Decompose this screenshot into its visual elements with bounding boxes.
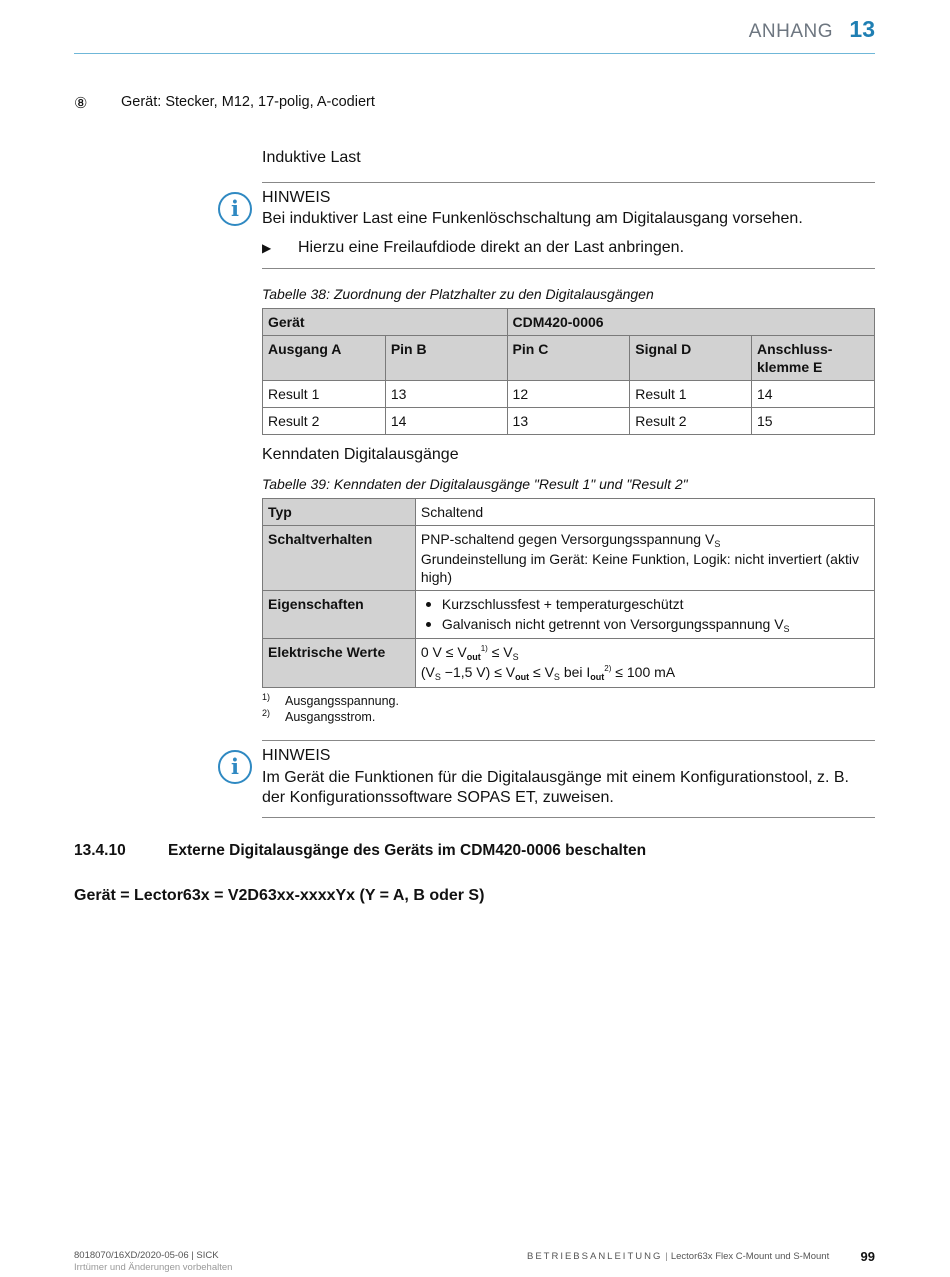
table39-label-typ: Typ	[263, 499, 416, 526]
schaltverhalten-line2: Grundeinstellung im Gerät: Keine Funktion, Logik: nicht invertiert (aktiv high)	[420, 551, 859, 585]
subscript-s: S	[512, 652, 519, 662]
footnote-ref: 1)	[480, 644, 488, 653]
info-icon: i	[218, 192, 252, 226]
table-cell: 12	[507, 381, 630, 408]
subscript-s: S	[783, 624, 790, 634]
table39-label-eigenschaften: Eigenschaften	[263, 591, 416, 639]
subscript-out: out	[466, 652, 481, 662]
info-icon: i	[218, 750, 252, 784]
formula-part: 0 V ≤ V	[420, 644, 467, 660]
table39-value-schaltverhalten	[415, 526, 874, 591]
note-inductive-load	[231, 182, 875, 269]
formula-part: bei I	[559, 664, 591, 680]
table39-value-typ: Schaltend	[415, 499, 874, 526]
table39-value-elektrische-werte	[415, 639, 874, 688]
section-title: Externe Digitalausgänge des Geräts im CDM420-0006 beschalten	[168, 842, 647, 859]
list-item-text: Galvanisch nicht getrennt von Versorgungsspannung V	[441, 616, 784, 632]
formula-part: (V	[420, 664, 435, 680]
table38-header-row	[263, 336, 875, 381]
footnote-number: 2)	[262, 708, 271, 718]
footnote-text: Ausgangsstrom.	[285, 710, 376, 724]
footnote-ref: 2)	[604, 664, 612, 673]
note-title: HINWEIS	[262, 747, 331, 764]
table-cell: Result 1	[263, 381, 386, 408]
section-number: 13.4.10	[74, 842, 126, 859]
table-cell: Result 2	[630, 408, 752, 435]
formula-part: ≤ V	[529, 664, 554, 680]
table38-caption: Tabelle 38: Zuordnung der Platzhalter zu den Digitalausgängen	[262, 286, 654, 302]
table38-header-cell: Pin C	[507, 336, 630, 381]
table38-device-row	[263, 309, 875, 336]
callout-number: ⑧	[74, 95, 88, 112]
note-configuration	[231, 740, 875, 818]
formula-part: ≤ V	[487, 644, 513, 660]
subscript-out: out	[590, 672, 605, 682]
subscript-out: out	[515, 672, 530, 682]
footer-disclaimer: Irrtümer und Änderungen vorbehalten	[74, 1262, 233, 1273]
page-header	[74, 14, 875, 54]
table38-device-label: Gerät	[263, 309, 508, 336]
footer-separator: |	[665, 1251, 668, 1262]
formula-part: ≤ 100 mA	[611, 664, 676, 680]
list-item	[421, 615, 869, 633]
table-cell: 14	[385, 408, 507, 435]
note-title: HINWEIS	[262, 189, 331, 206]
note-body: Im Gerät die Funktionen für die Digitalausgänge mit einem Konfigurationstool, z. B. der Konfigurationssoftware SOPAS ET, zuweisen.	[262, 769, 849, 806]
table38-device-value: CDM420-0006	[507, 309, 874, 336]
kenndaten-heading: Kenndaten Digitalausgänge	[262, 446, 459, 463]
inductive-load-heading: Induktive Last	[262, 149, 361, 166]
table38-header-cell: Signal D	[630, 336, 752, 381]
callout-text: Gerät: Stecker, M12, 17-polig, A-codiert	[121, 94, 375, 110]
device-variant-line: Gerät = Lector63x = V2D63xx-xxxxYx (Y = A, B oder S)	[74, 887, 485, 904]
table39-label-elektrische-werte: Elektrische Werte	[263, 639, 416, 688]
schaltverhalten-line1	[421, 530, 869, 548]
footnote-number: 1)	[262, 692, 271, 702]
elektrische-werte-line1	[421, 643, 869, 661]
header-section-title: ANHANG	[748, 21, 833, 42]
formula-part: −1,5 V) ≤ V	[440, 664, 516, 680]
table39-label-schaltverhalten: Schaltverhalten	[263, 526, 416, 591]
table-cell: Result 2	[263, 408, 386, 435]
footer-doc-id: 8018070/16XD/2020-05-06 | SICK	[74, 1250, 219, 1261]
table-row	[263, 639, 875, 688]
subscript-s: S	[434, 672, 441, 682]
note-body: Bei induktiver Last eine Funkenlöschschaltung am Digitalausgang vorsehen.	[262, 210, 803, 227]
table39-value-eigenschaften	[415, 591, 874, 639]
note-action-text: Hierzu eine Freilaufdiode direkt an der Last anbringen.	[298, 239, 685, 256]
triangle-bullet-icon: ▶	[262, 241, 272, 255]
table39-caption: Tabelle 39: Kenndaten der Digitalausgänge "Result 1" und "Result 2"	[262, 476, 688, 492]
table-cell: 13	[507, 408, 630, 435]
table38	[262, 308, 875, 435]
table38-header-cell: Anschluss-klemme E	[752, 336, 875, 381]
footer-left	[74, 1250, 232, 1274]
table-cell: 14	[752, 381, 875, 408]
table-row	[263, 381, 875, 408]
subscript-s: S	[553, 672, 560, 682]
table38-header-cell: Ausgang A	[263, 336, 386, 381]
page-number: 99	[860, 1249, 875, 1264]
footnote-text: Ausgangsspannung.	[285, 694, 399, 708]
table-cell: Result 1	[630, 381, 752, 408]
table39	[262, 498, 875, 688]
table-row	[263, 591, 875, 639]
schaltverhalten-text: PNP-schaltend gegen Versorgungsspannung V	[420, 531, 715, 547]
header-chapter-number: 13	[849, 16, 875, 42]
table38-header-cell: Pin B	[385, 336, 507, 381]
table-row	[263, 408, 875, 435]
subscript-s: S	[714, 539, 721, 549]
footer-center	[527, 1251, 829, 1262]
table-cell: 13	[385, 381, 507, 408]
elektrische-werte-line2	[421, 663, 869, 681]
table-row	[263, 499, 875, 526]
footer-product: Lector63x Flex C-Mount und S-Mount	[670, 1251, 830, 1262]
list-item: Kurzschlussfest + temperaturgeschützt	[421, 595, 869, 613]
footer-doc-type: BETRIEBSANLEITUNG	[527, 1251, 663, 1262]
table-row	[263, 526, 875, 591]
table-cell: 15	[752, 408, 875, 435]
